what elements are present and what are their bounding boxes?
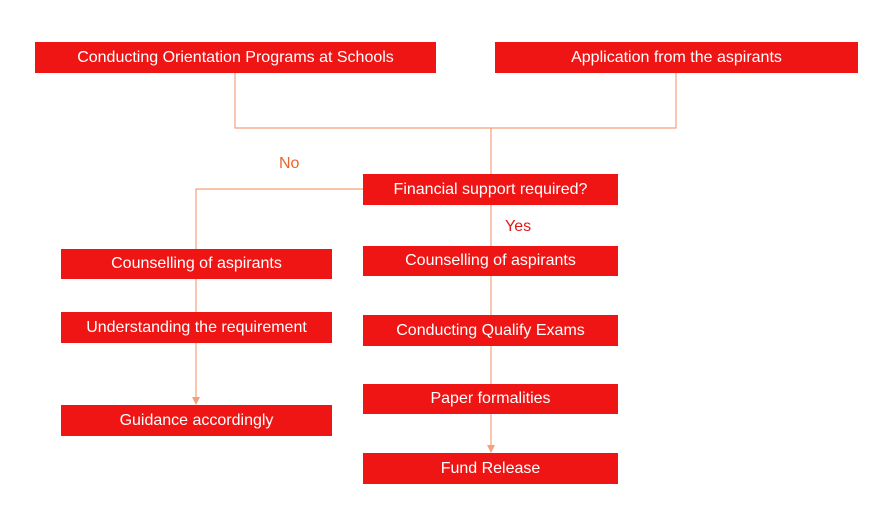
paper-label: Paper formalities: [430, 390, 551, 407]
no-label: No: [279, 155, 300, 172]
counselling-left-node: [61, 249, 332, 279]
connector-application-merge: [491, 72, 676, 128]
orientation-node: [35, 42, 436, 73]
understanding-node: [61, 312, 332, 343]
guidance-node: [61, 405, 332, 436]
counselling-left-label: Counselling of aspirants: [111, 255, 282, 272]
fund-release-node: [363, 453, 618, 484]
connector-orientation-merge: [235, 72, 491, 128]
connector-no-branch: [196, 189, 363, 249]
qualify-exams-node: [363, 315, 618, 346]
application-node: [495, 42, 858, 73]
understanding-label: Understanding the requirement: [86, 318, 307, 336]
paper-formalities-node: [363, 384, 618, 414]
qualify-label: Conducting Qualify Exams: [396, 321, 585, 339]
arrowhead-fund: [487, 445, 495, 453]
guidance-label: Guidance accordingly: [119, 411, 274, 429]
counselling-right-label: Counselling of aspirants: [405, 252, 576, 269]
orientation-label: Conducting Orientation Programs at Schools: [77, 48, 394, 66]
financial-support-decision: [363, 174, 618, 205]
yes-label: Yes: [505, 218, 532, 235]
application-label: Application from the aspirants: [571, 48, 782, 66]
arrowhead-guidance: [192, 397, 200, 405]
fund-label: Fund Release: [440, 459, 541, 477]
counselling-right-node: [363, 246, 618, 276]
financial-label: Financial support required?: [393, 180, 588, 198]
